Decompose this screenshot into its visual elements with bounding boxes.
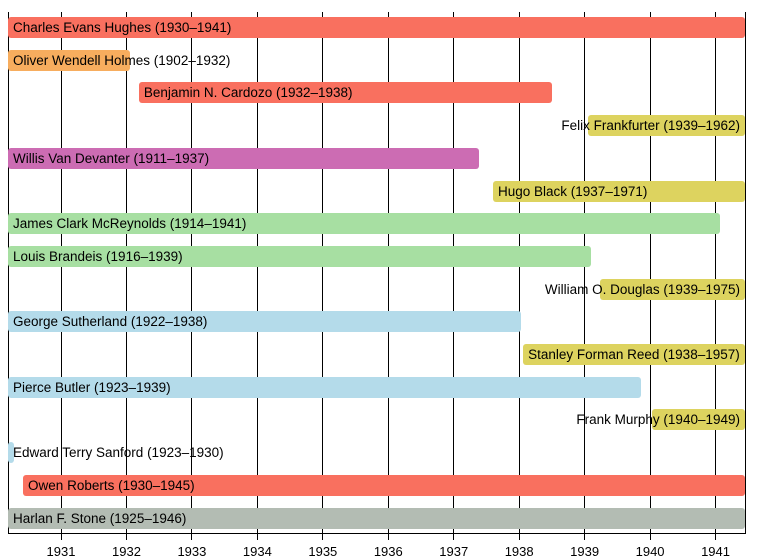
year-gridline [584, 12, 585, 533]
justice-tenure-label: James Clark McReynolds (1914–1941) [13, 216, 247, 232]
x-axis-tick-label: 1933 [177, 544, 207, 559]
x-axis-tick [453, 533, 454, 540]
x-axis-tick-label: 1931 [46, 544, 76, 559]
x-axis-tick [191, 533, 192, 540]
x-axis-tick-label: 1938 [504, 544, 534, 559]
x-axis-tick [322, 533, 323, 540]
justice-tenure-label: Pierce Butler (1923–1939) [13, 379, 171, 395]
justice-tenure-label: Harlan F. Stone (1925–1946) [13, 510, 187, 526]
x-axis-tick-label: 1940 [635, 544, 665, 559]
x-axis-tick-label: 1941 [701, 544, 730, 559]
justice-tenure-label: Owen Roberts (1930–1945) [28, 477, 195, 493]
x-axis-tick [650, 533, 651, 540]
x-axis-tick [126, 533, 127, 540]
x-axis-line [8, 533, 746, 534]
x-axis-tick [61, 533, 62, 540]
year-gridline [650, 12, 651, 533]
x-axis-tick [519, 533, 520, 540]
x-axis-tick [257, 533, 258, 540]
justice-tenure-label: Benjamin N. Cardozo (1932–1938) [143, 85, 353, 101]
x-axis-tick-label: 1934 [242, 544, 272, 559]
justice-tenure-label: Edward Terry Sanford (1923–1930) [13, 445, 224, 461]
justice-tenure-label: Stanley Forman Reed (1938–1957) [528, 347, 740, 362]
justice-tenure-label: Oliver Wendell Holmes (1902–1932) [13, 52, 231, 68]
x-axis-tick-label: 1936 [373, 544, 403, 559]
justice-tenure-label: George Sutherland (1922–1938) [13, 314, 208, 330]
x-axis-tick [715, 533, 716, 540]
year-gridline [745, 12, 746, 533]
justice-tenure-label: William O. Douglas (1939–1975) [544, 281, 740, 297]
year-gridline [715, 12, 716, 533]
justice-tenure-label: Frank Murphy (1940–1949) [576, 412, 740, 428]
x-axis-tick-label: 1937 [439, 544, 469, 559]
justice-tenure-label: Hugo Black (1937–1971) [498, 183, 648, 199]
justice-tenure-label: Willis Van Devanter (1911–1937) [13, 150, 210, 166]
x-axis-tick-label: 1935 [308, 544, 338, 559]
justice-tenure-label: Louis Brandeis (1916–1939) [13, 248, 183, 264]
x-axis-tick-label: 1939 [570, 544, 600, 559]
x-axis-tick-label: 1932 [112, 544, 141, 559]
x-axis-tick [584, 533, 585, 540]
x-axis-tick [388, 533, 389, 540]
justice-tenure-label: Felix Frankfurter (1939–1962) [561, 118, 740, 134]
justice-tenure-label: Charles Evans Hughes (1930–1941) [13, 20, 232, 35]
